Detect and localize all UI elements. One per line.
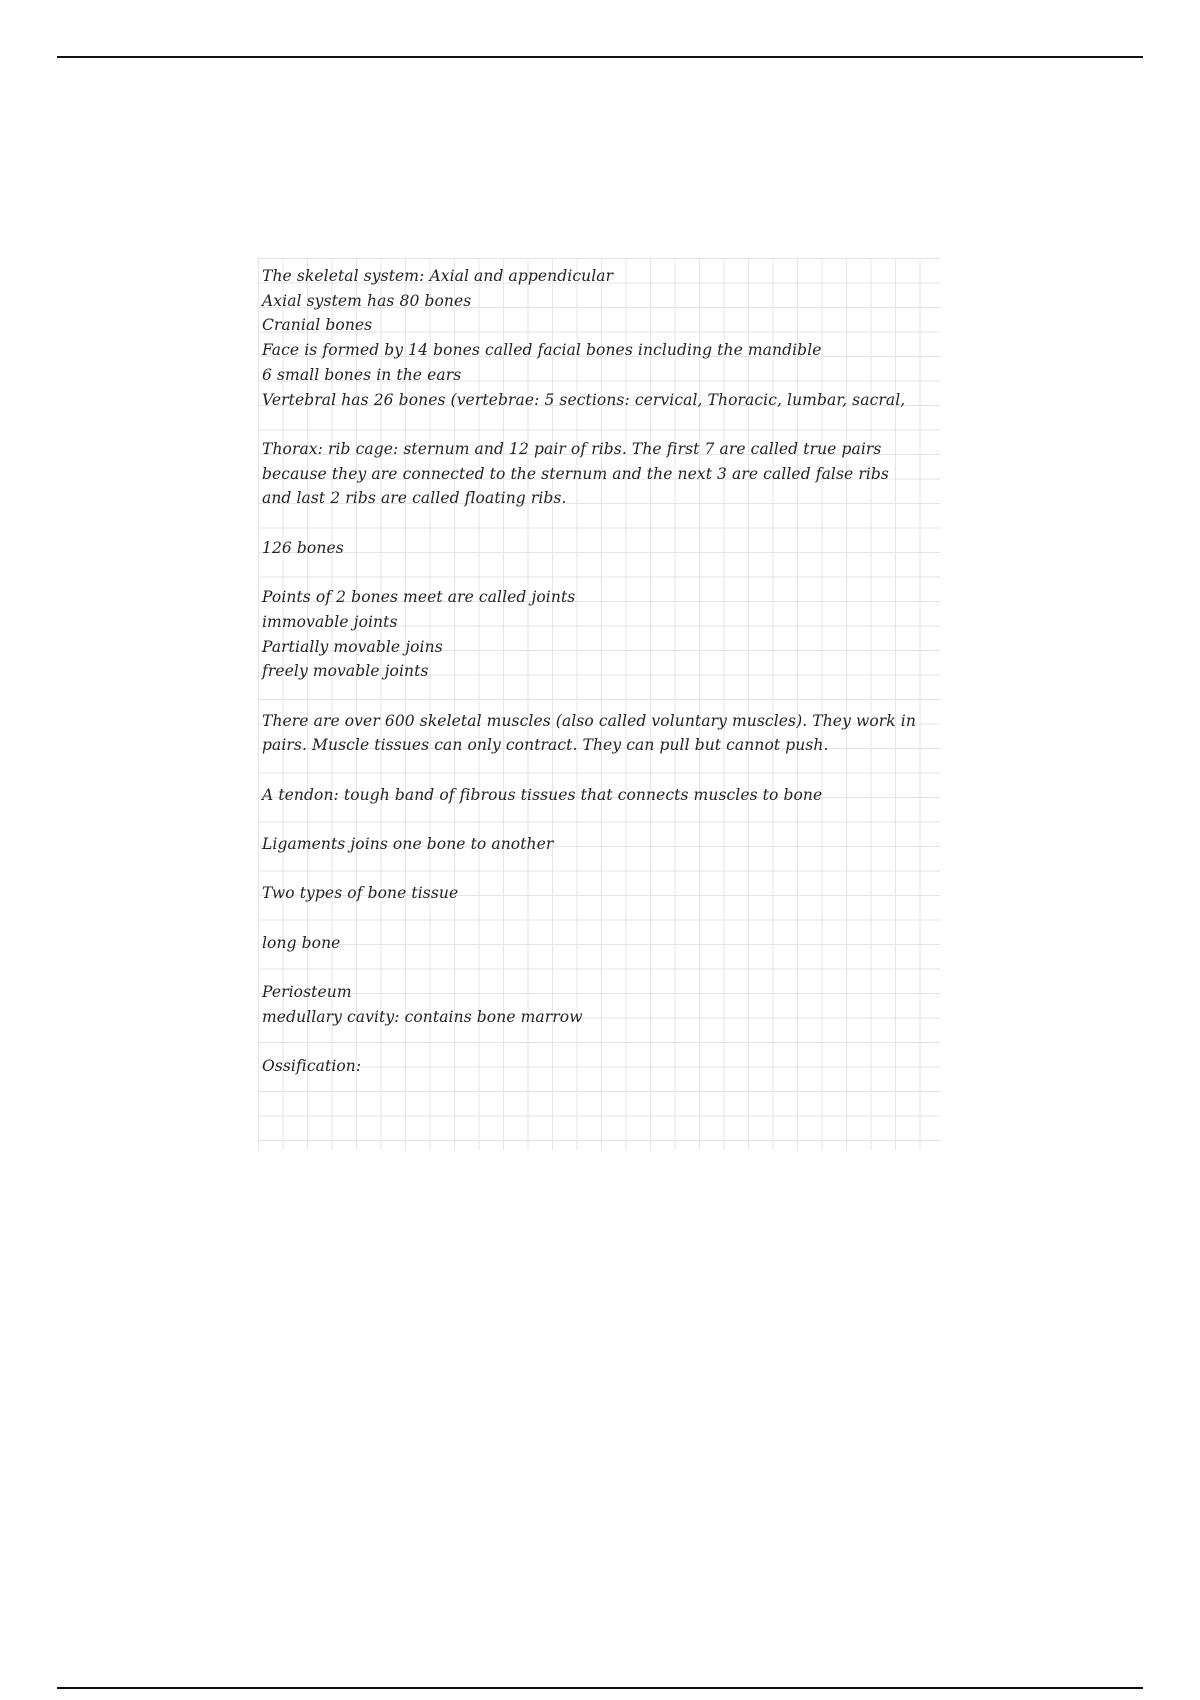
note-line: Thorax: rib cage: sternum and 12 pair of ribs. The first 7 are called true pairs because they are connected to the sternum and the next 3 are called false ribs and last 2 ribs are called floating ribs.	[262, 439, 889, 508]
note-line: long bone	[262, 933, 341, 952]
line-gap	[262, 684, 922, 709]
note-line: A tendon: tough band of fibrous tissues that connects muscles to bone	[262, 785, 823, 804]
line-gap	[262, 956, 922, 981]
note-line: The skeletal system: Axial and appendicular	[262, 267, 614, 285]
note-line: Partially movable joins	[262, 637, 443, 656]
note-line: medullary cavity: contains bone marrow	[262, 1007, 583, 1026]
line-gap	[262, 511, 922, 536]
note-line: freely movable joints	[262, 662, 429, 681]
note-line: Cranial bones	[262, 316, 373, 335]
note-line: Ossification:	[262, 1057, 362, 1076]
note-line: 126 bones	[262, 538, 344, 557]
note-line: Axial system has 80 bones	[262, 291, 472, 310]
header-rule	[57, 56, 1143, 58]
line-gap	[262, 857, 922, 882]
footer-rule	[57, 1687, 1143, 1689]
note-line: Periosteum	[262, 983, 352, 1002]
note-line: Face is formed by 14 bones called facial bones including the mandible	[262, 341, 822, 360]
note-line: Vertebral has 26 bones (vertebrae: 5 sections: cervical, Thoracic, lumbar, sacral,	[262, 390, 906, 409]
handwritten-notes	[262, 264, 922, 1079]
note-line: immovable joints	[262, 612, 398, 631]
note-line: There are over 600 skeletal muscles (also called voluntary muscles). They work in pairs. Muscle tissues can only contract. They can pull but cannot push.	[262, 711, 916, 755]
note-line: 6 small bones in the ears	[262, 365, 462, 384]
line-gap	[262, 906, 922, 931]
line-gap	[262, 560, 922, 585]
note-line: Points of 2 bones meet are called joints	[262, 588, 576, 607]
line-gap	[262, 807, 922, 832]
line-gap	[262, 412, 922, 437]
note-line: Two types of bone tissue	[262, 884, 459, 903]
line-gap	[262, 1030, 922, 1055]
line-gap	[262, 758, 922, 783]
note-line: Ligaments joins one bone to another	[262, 835, 554, 854]
